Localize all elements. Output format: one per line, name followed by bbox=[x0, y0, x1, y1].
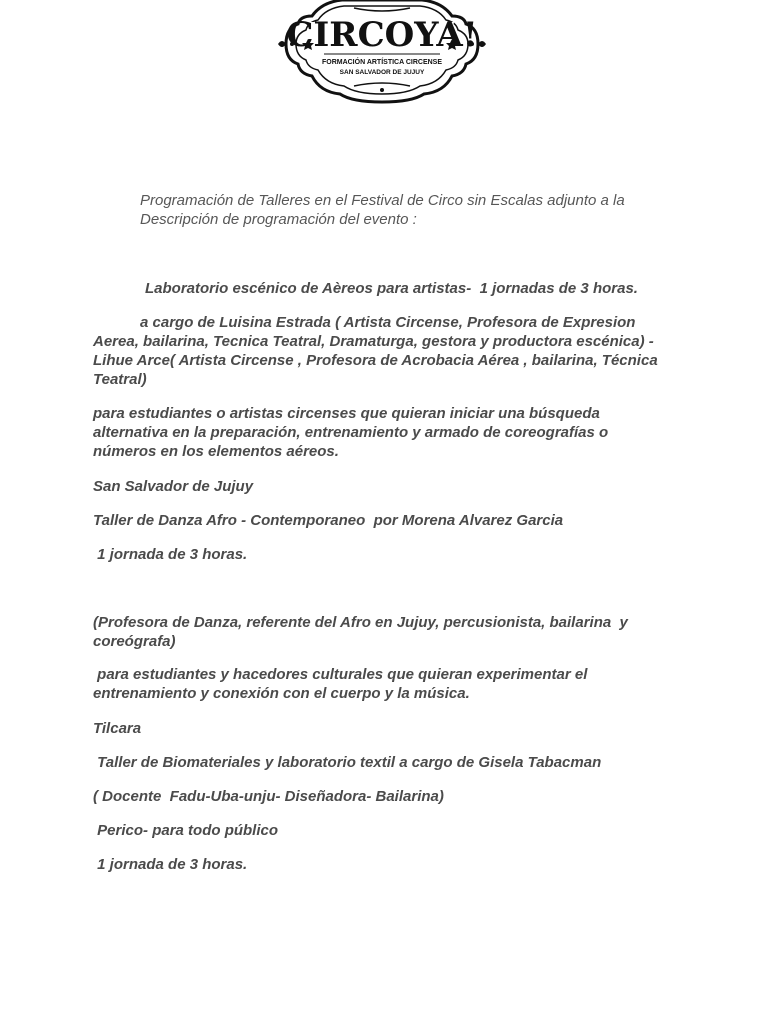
logo-subtitle: FORMACIÓN ARTÍSTICA CIRCENSE bbox=[321, 59, 443, 66]
lab-title: Laboratorio escénico de Aèreos para artistas- 1 jornadas de 3 horas. bbox=[145, 280, 638, 297]
logo-title: CIRCOYA! bbox=[286, 15, 478, 55]
lab-audience: para estudiantes o artistas circenses que quieran iniciar una búsqueda alternativa en la preparación, entrenamiento y armado de coreografías o números en los elementos aéreos. bbox=[93, 405, 613, 460]
intro-paragraph: Programación de Talleres en el Festival de Circo sin Escalas adjunto a la Descripción de programación del evento : bbox=[140, 192, 629, 228]
lab-location: San Salvador de Jujuy bbox=[93, 478, 254, 495]
danza-duration: 1 jornada de 3 horas. bbox=[93, 546, 248, 563]
danza-bio: (Profesora de Danza, referente del Afro en Jujuy, percusionista, bailarina y coreógrafa) bbox=[93, 614, 633, 650]
bio-credentials: ( Docente Fadu-Uba-unju- Diseñadora- Bailarina) bbox=[93, 788, 444, 805]
danza-audience: para estudiantes y hacedores culturales que quieran experimentar el entrenamiento y conexión con el cuerpo y la música. bbox=[93, 666, 592, 702]
danza-location: Tilcara bbox=[93, 720, 142, 737]
bio-duration: 1 jornada de 3 horas. bbox=[93, 856, 248, 873]
bio-audience: Perico- para todo público bbox=[93, 822, 279, 839]
circoya-logo bbox=[272, 0, 492, 106]
danza-title: Taller de Danza Afro - Contemporaneo por Morena Alvarez Garcia bbox=[93, 512, 564, 529]
lab-instructors: a cargo de Luisina Estrada ( Artista Circense, Profesora de Expresion Aerea, bailarina, Tecnica Teatral, Dramaturga, gestora y productora escénica) - Lihue Arce( Artista Circense , Profesora de Acrobacia Aérea , bailarina, Técnica Teatral) bbox=[93, 314, 662, 388]
logo-location: SAN SALVADOR DE JUJUY bbox=[339, 69, 425, 76]
bio-title: Taller de Biomateriales y laboratorio textil a cargo de Gisela Tabacman bbox=[93, 754, 602, 771]
